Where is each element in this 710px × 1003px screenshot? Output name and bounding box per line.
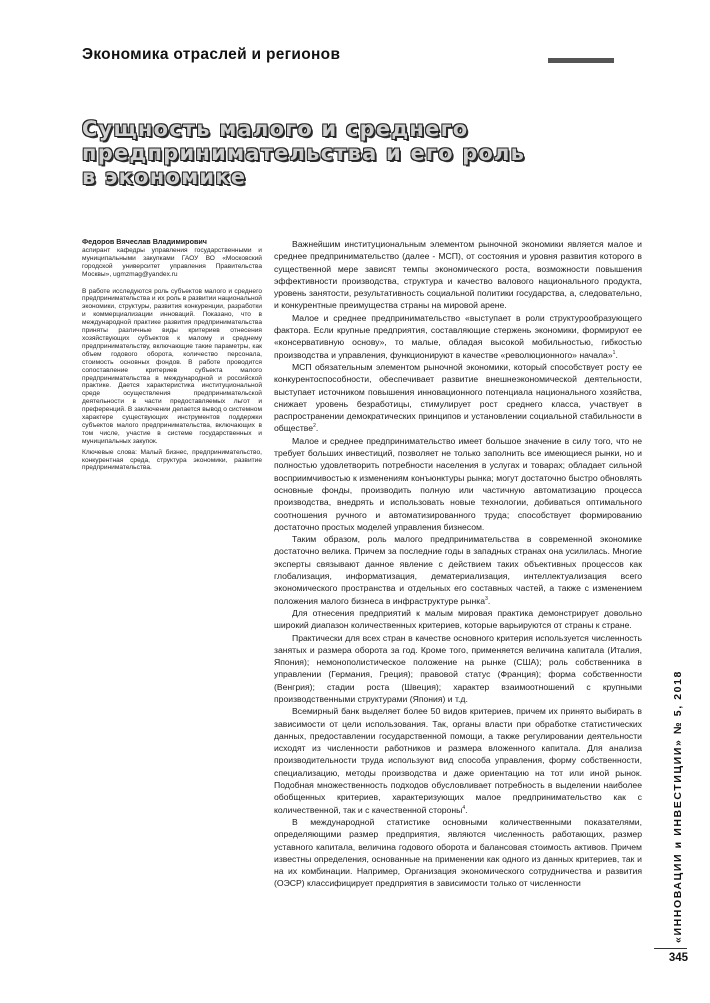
abstract-text: В работе исследуются роль субъектов малого и среднего предпринимательства и их роль в развитии национальной экономики, структуры, развития конкуренции, разработки и коммерциализации инноваций. Показано, что в международной практике развития предпринимательства приняты различные виды критериев отнесения хозяйствующих субъектов к малому и среднему предпринимательству, включающие такие параметры, как объем годового оборота, количество персонала, стоимость основных фондов. В работе проводится сопоставление критериев субъекта малого предпринимательства в международной и российской практике. Дается характеристика институциональной среде осуществления предпринимательской деятельности в части предоставляемых льгот и преференций. В заключении делается вывод о системном характере существующих инструментов поддержки субъектов малого предпринимательства, включающих в том числе, участие в системе государственных и муниципальных закупок.	[82, 287, 262, 445]
body-paragraph: Малое и среднее предпринимательство имеет большое значение в силу того, что не требует больших инвестиций, позволяет не только заполнить все имеющиеся рынки, но и полностью удовлетворить потребности населения в услугах и товарах; обладает сильной восприимчивостью к изменениям конъюнктуры рынка; могут достаточно быстро обновлять основные фонды, производить полную или частичную автоматизацию процесса производства, внедрять и использовать новые технологии, добиваться оптимального соотношения ручного и автоматизированного труда; способствует формированию достаточно простых моделей управления бизнесом.	[274, 435, 642, 532]
article-title-line: в экономике	[82, 165, 247, 189]
article-title-line: Сущность малого и среднего	[82, 117, 469, 141]
body-paragraph: Всемирный банк выделяет более 50 видов критериев, причем их принято выбирать в зависимости от цели использования. Так, органы власти при обработке статистических данных, предоставлении государственной помощи, а также регулировании деятельности исходят из численности работников и размера вложенного капитала. Для анализа производительности труда используют вид способа управления, форму собственности, специализацию, методы производства и даже ориентацию на тот или иной рынок. Подобная множественность подходов обусловливает потребность в выделении наиболее обобщенных критериев, характеризующих малое предпринимательство как с количественной, так и с качественной стороны$^4$.	[274, 706, 642, 815]
page-number: 345	[668, 952, 688, 964]
body-paragraph: Малое и среднее предпринимательство «выступает в роли структурообразующего фактора. Если крупные предприятия, составляющие стержень экономики, формируют ее «консервативную основу», то малые, обладая высокой мобильностью, гибкостью производства и управления, функционируют в качестве «революционного» начала»$^1$.	[274, 312, 642, 360]
body-paragraph: Для отнесения предприятий к малым мировая практика демонстрирует довольно широкий диапазон количественных критериев, которые варьируются от страны к стране.	[274, 607, 642, 631]
footnote-ref: 4	[462, 804, 466, 811]
author-affiliation: аспирант кафедры управления государственными и муниципальными закупками ГАОУ ВО «Московский городской университет управления Правительства Москвы», ugmzmag@yandex.ru	[82, 246, 262, 278]
section-header: Экономика отраслей и регионов	[82, 46, 341, 63]
author-sidebar	[82, 238, 262, 475]
journal-name-vertical: «ИННОВАЦИИ и ИНВЕСТИЦИИ» № 5, 2018	[672, 670, 684, 943]
body-paragraph: Таким образом, роль малого предпринимательства в современной экономике достаточно велика. Причем за последние годы в западных странах она усилилась. Многие эксперты связывают данное явление с действием таких объективных процессов как глобализация, информатизация, дематериализация, интеллектуализация всего экономического пространства и отдельных его составных частей, а также с изменением положения малого бизнеса в инфраструктуре рынка$^3$.	[274, 534, 642, 606]
page-number-rule	[654, 948, 687, 949]
body-paragraph: В международной статистике основными количественными показателями, определяющими размер предприятия, являются численность работающих, размер уставного капитала, величина годового оборота и балансовая стоимость активов. Причем известны определения, основанные на применении как одного из данных критериев, так и на их комбинации. Например, Организация экономического сотрудничества и развития (ОЭСР) классифицирует предприятия в зависимости только от численности	[274, 816, 642, 889]
article-body	[274, 238, 642, 954]
author-name: Федоров Вячеслав Владимирович	[82, 237, 207, 246]
body-paragraph: МСП обязательным элементом рыночной экономики, который способствует росту ее конкурентоспособности, обеспечивает развитие внешнеэкономической деятельности, выступает источником повышения инновационного потенциала национального хозяйства, снижает уровень безработицы, стимулирует рост среднего класса, участвует в распространении демократических принципов и установлении социальной стабильности в обществе$^2$.	[274, 361, 642, 434]
footnote-ref: 2	[313, 423, 316, 430]
header-rule	[548, 58, 614, 63]
body-paragraph: Важнейшим институциональным элементом рыночной экономики является малое и среднее предпринимательство (далее - МСП), от состояния и уровня развития которого в существенной мере зависят темпы экономического роста, возможности повышения эффективности производства, структура и качество валового национального продукта, уровень занятости, результативность социальной политики государства, а, следовательно, и конкурентные преимущества страны на мировой арене.	[274, 239, 642, 311]
article-title	[82, 117, 642, 189]
article-title-line: предпринимательства и его роль	[82, 141, 526, 165]
keywords: Ключевые слова: Малый бизнес, предпринимательство, конкурентная среда, структура экономики, развитие предпринимательства.	[82, 448, 262, 472]
body-paragraph: Практически для всех стран в качестве основного критерия используется численность занятых и размера оборота за год. Кроме того, применяется величина капитала (Италия, Япония); немонополистическое положение на рынке (США); роль собственника в управлении (Германия, Греция); правовой статус (Франция); форма собственности (Венгрия); стадии роста (Швеция); характер взаимоотношений с крупными производственными структурами (Япония) и т.д.	[274, 632, 642, 704]
footnote-ref: 1	[612, 349, 616, 356]
footnote-ref: 3	[485, 595, 488, 602]
